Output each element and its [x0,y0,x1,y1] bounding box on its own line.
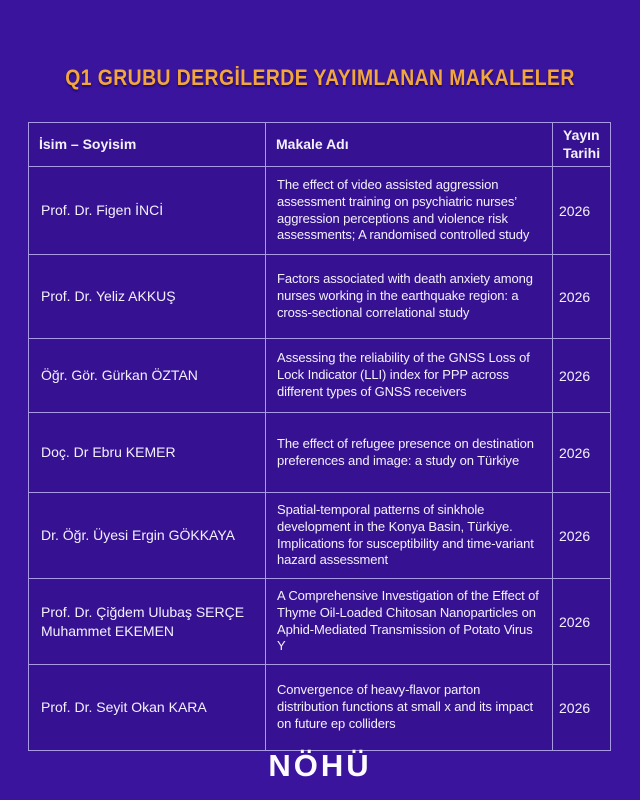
article-title: The effect of refugee presence on destination preferences and image: a study on Türkiye [266,413,553,493]
publication-year: 2026 [553,167,611,255]
table-row [29,665,611,751]
table-row [29,255,611,339]
table-row [29,493,611,579]
author-name: Doç. Dr Ebru KEMER [29,413,266,493]
column-header-year: Yayın Tarihi [553,123,611,167]
table-header-row [29,123,611,167]
publication-year: 2026 [553,339,611,413]
page-title: Q1 GRUBU DERGİLERDE YAYIMLANAN MAKALELER [65,64,575,90]
article-title: Spatial-temporal patterns of sinkhole development in the Konya Basin, Türkiye. Implications for susceptibility and time-variant hazard assessment [266,493,553,579]
articles-table [28,122,611,751]
publication-year: 2026 [553,579,611,665]
author-name: Prof. Dr. Seyit Okan KARA [29,665,266,751]
author-name: Prof. Dr. Çiğdem Ulubaş SERÇE Muhammet EKEMEN [29,579,266,665]
article-title: Convergence of heavy-flavor parton distribution functions at small x and its impact on future ep colliders [266,665,553,751]
author-name: Prof. Dr. Figen İNCİ [29,167,266,255]
author-name: Dr. Öğr. Üyesi Ergin GÖKKAYA [29,493,266,579]
table-row [29,339,611,413]
publication-year: 2026 [553,665,611,751]
article-title: A Comprehensive Investigation of the Effect of Thyme Oil-Loaded Chitosan Nanoparticles on Aphid-Mediated Transmission of Potato Virus Y [266,579,553,665]
column-header-name: İsim – Soyisim [29,123,266,167]
article-title: Factors associated with death anxiety among nurses working in the earthquake region: a cross-sectional correlational study [266,255,553,339]
publication-year: 2026 [553,413,611,493]
publication-year: 2026 [553,255,611,339]
author-name: Öğr. Gör. Gürkan ÖZTAN [29,339,266,413]
table-row [29,579,611,665]
article-title: Assessing the reliability of the GNSS Loss of Lock Indicator (LLI) index for PPP across different types of GNSS receivers [266,339,553,413]
publication-year: 2026 [553,493,611,579]
article-title: The effect of video assisted aggression assessment training on psychiatric nurses’ aggression perceptions and violence risk assessments; A randomised controlled study [266,167,553,255]
nohu-logo: NÖHÜ [268,748,372,783]
table-row [29,413,611,493]
author-name: Prof. Dr. Yeliz AKKUŞ [29,255,266,339]
column-header-article: Makale Adı [266,123,553,167]
table-row [29,167,611,255]
